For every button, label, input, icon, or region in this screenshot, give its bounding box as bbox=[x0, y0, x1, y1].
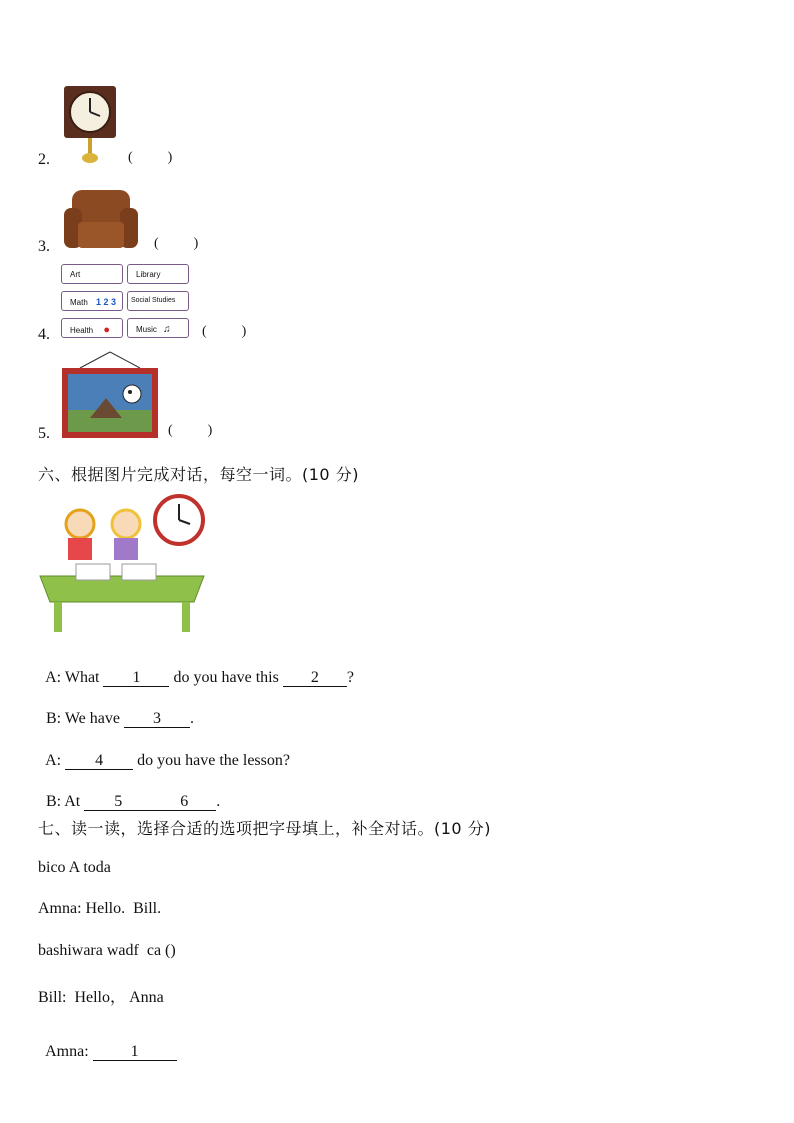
subject-art: Art bbox=[61, 264, 123, 284]
subject-math: Math 1 2 3 bbox=[61, 291, 123, 311]
subject-health: Health ● bbox=[61, 318, 123, 338]
blank-5[interactable]: 5 bbox=[84, 794, 152, 811]
wall-clock-icon bbox=[60, 84, 120, 164]
answer-paren[interactable]: ( ) bbox=[202, 324, 247, 339]
dialog-line-3: A: 4 do you have the lesson? bbox=[45, 752, 290, 769]
text-line: bico A toda bbox=[38, 859, 111, 876]
blank-6[interactable]: 6 bbox=[152, 794, 216, 811]
text-line: bashiwara wadf ca () bbox=[38, 942, 176, 959]
dialog-line-4: B: At 5 6 . bbox=[46, 793, 221, 810]
text-line: Bill: Hello， Anna bbox=[38, 989, 164, 1006]
answer-blank-1[interactable]: 1 bbox=[93, 1044, 177, 1061]
item-3 bbox=[0, 182, 400, 262]
subject-library: Library bbox=[127, 264, 189, 284]
section-7-title: 七、读一读，选择合适的选项把字母填上，补全对话。(10 分) bbox=[38, 819, 491, 838]
dialog-answer-line: Amna: 1 bbox=[38, 1025, 177, 1061]
item-2 bbox=[0, 80, 400, 170]
subject-music: Music ♫ bbox=[127, 318, 189, 338]
item-number: 2. bbox=[38, 151, 50, 168]
item-number: 3. bbox=[38, 238, 50, 255]
subject-social-studies: Social Studies bbox=[127, 291, 189, 311]
blank-1[interactable]: 1 bbox=[103, 670, 169, 687]
classroom-picture-icon bbox=[36, 494, 212, 634]
answer-paren[interactable]: ( ) bbox=[128, 150, 173, 165]
apple-icon: ● bbox=[103, 324, 111, 336]
item-4 bbox=[0, 262, 400, 347]
dialog-line-1: A: What 1 do you have this 2 ? bbox=[45, 669, 354, 686]
item-5 bbox=[0, 350, 400, 445]
answer-paren[interactable]: ( ) bbox=[154, 236, 199, 251]
armchair-icon bbox=[60, 186, 142, 254]
blank-2[interactable]: 2 bbox=[283, 670, 347, 687]
answer-paren[interactable]: ( ) bbox=[168, 423, 213, 438]
framed-picture-icon bbox=[60, 350, 160, 440]
music-note-icon: ♫ bbox=[163, 324, 171, 335]
blank-3[interactable]: 3 bbox=[124, 711, 190, 728]
section-6-title: 六、根据图片完成对话，每空一词。(10 分) bbox=[38, 465, 359, 484]
dialog-line-2: B: We have 3 . bbox=[46, 710, 194, 727]
blank-4[interactable]: 4 bbox=[65, 753, 133, 770]
math-digits: 1 2 3 bbox=[96, 297, 117, 307]
text-line: Amna: Hello. Bill. bbox=[38, 900, 162, 917]
subjects-chart-icon bbox=[61, 264, 193, 342]
item-number: 4. bbox=[38, 326, 50, 343]
item-number: 5. bbox=[38, 425, 50, 442]
